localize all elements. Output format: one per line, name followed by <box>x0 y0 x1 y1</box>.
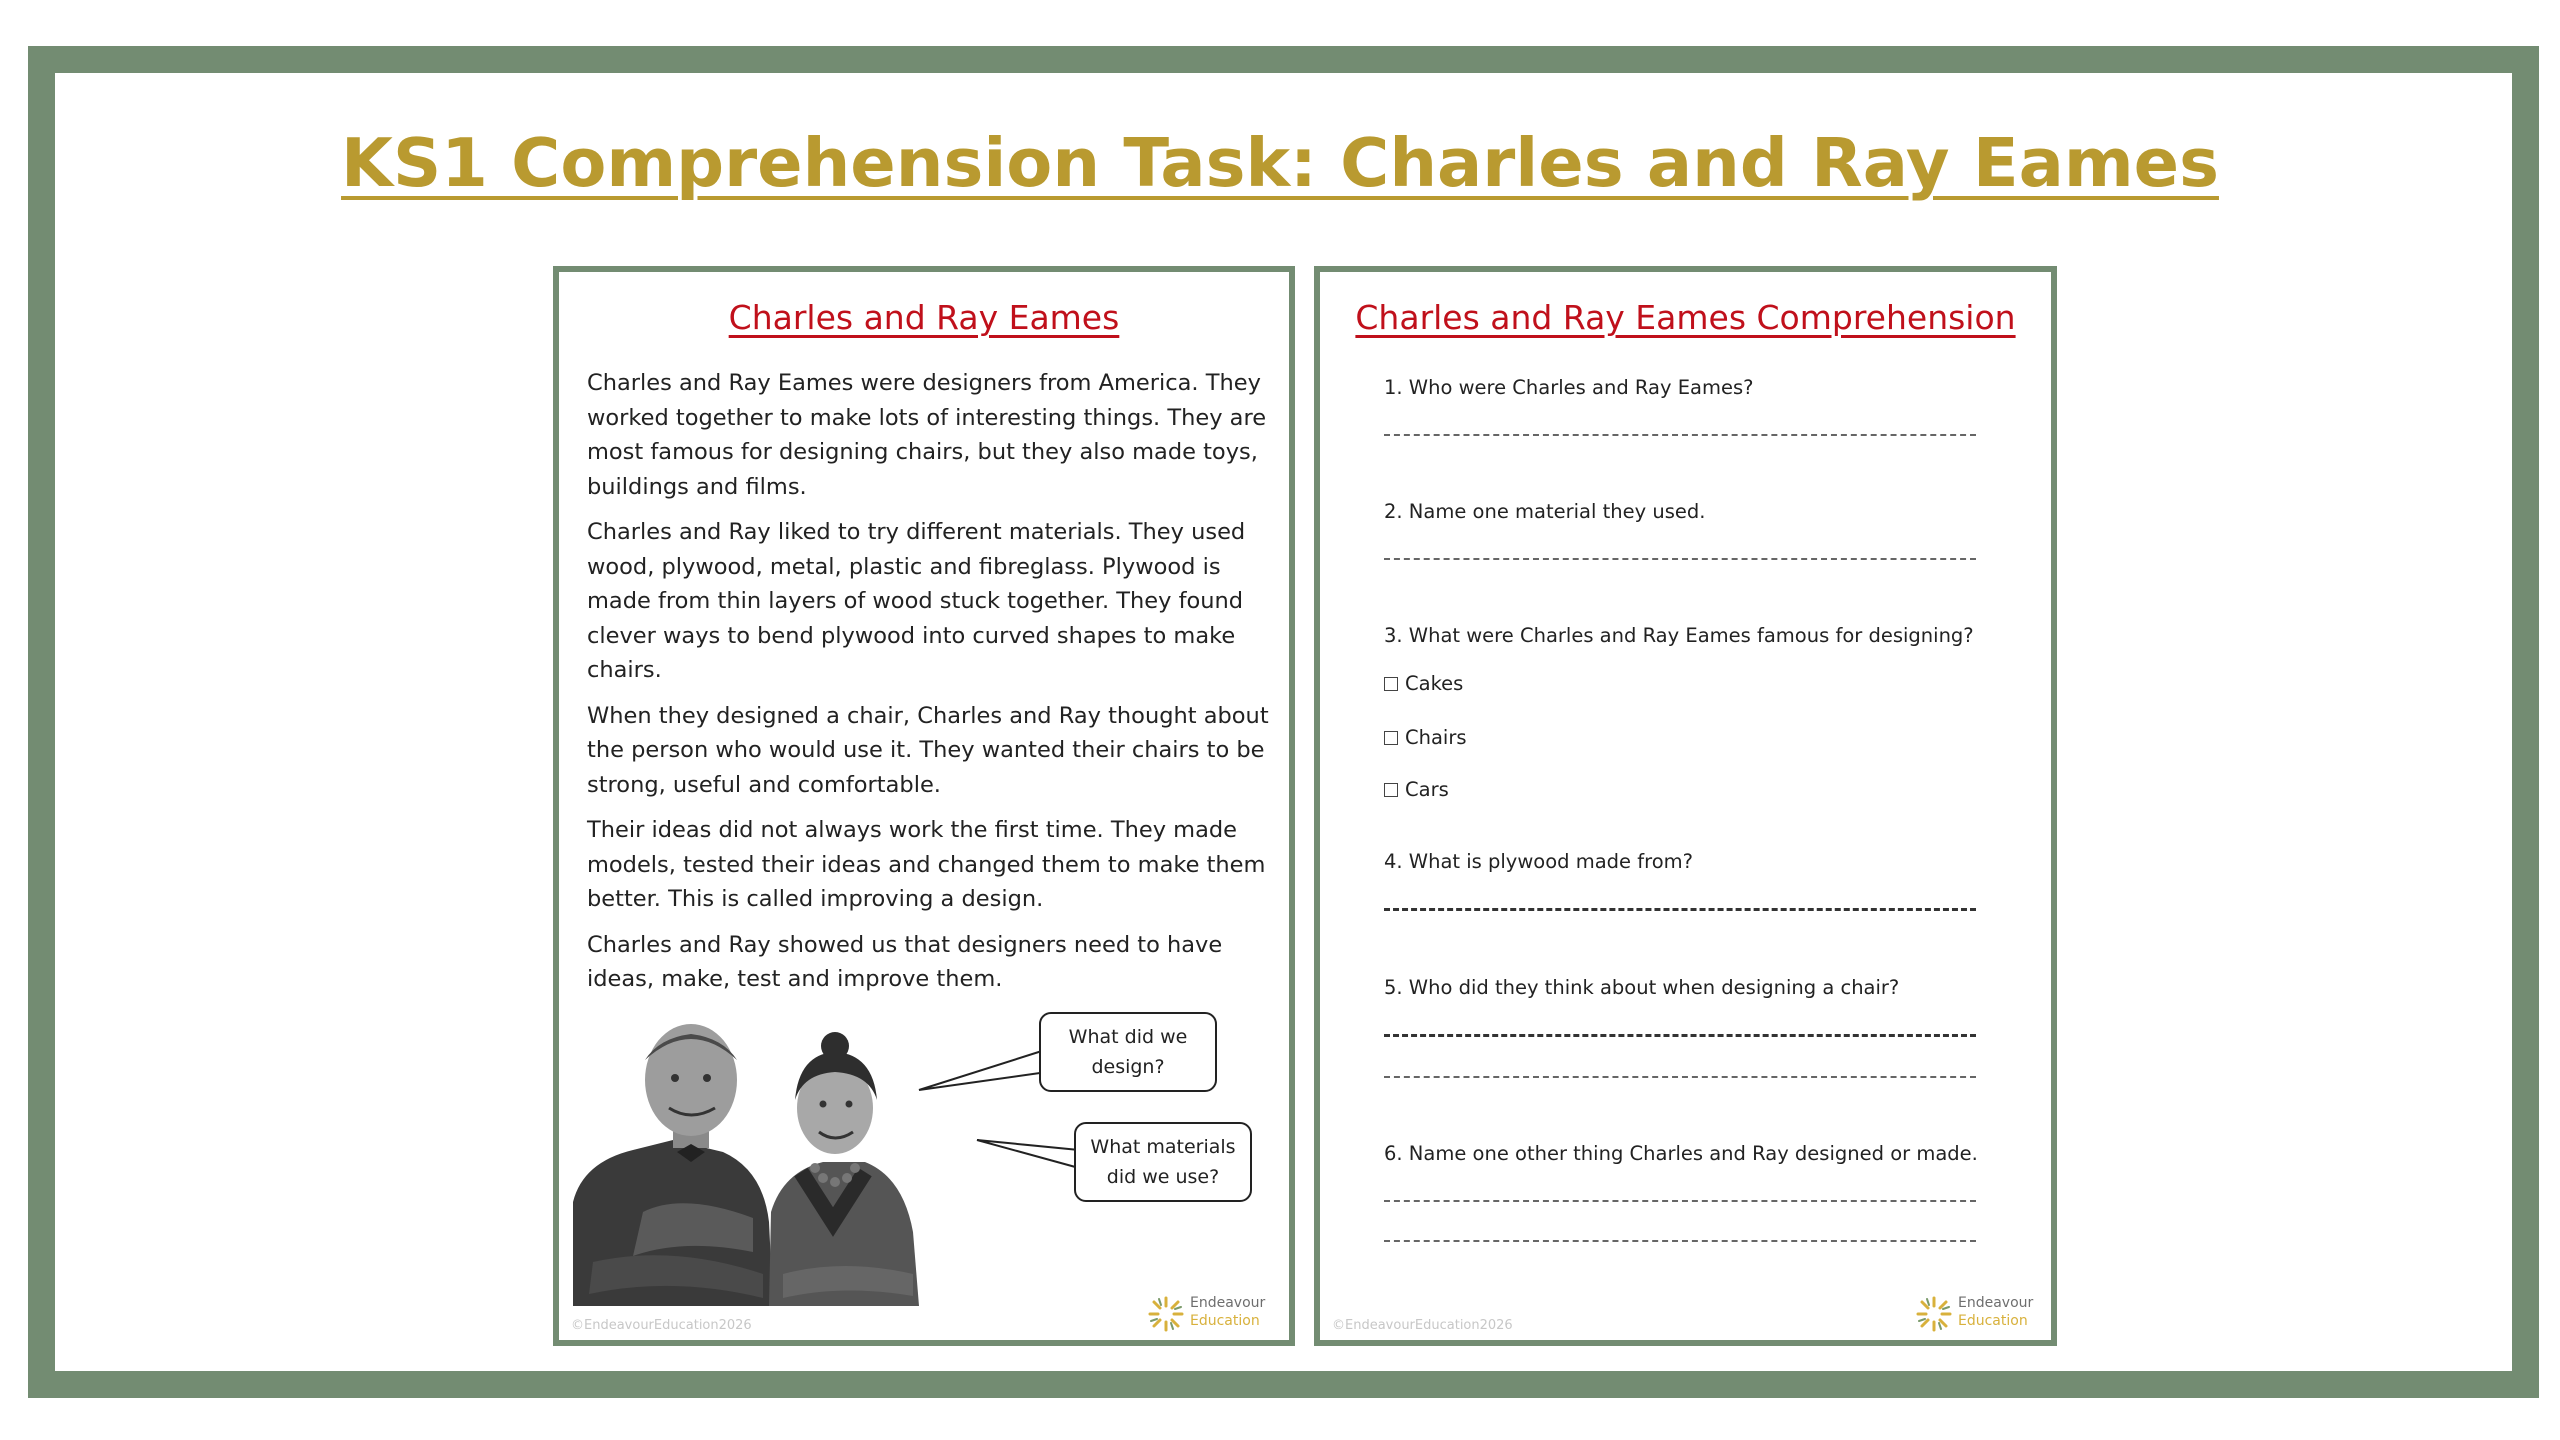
answer-line[interactable] <box>1384 1076 1976 1078</box>
reading-page <box>553 266 1295 1346</box>
logo-text-line1: Endeavour <box>1958 1295 2034 1311</box>
question-3: 3. What were Charles and Ray Eames famous for designing? <box>1384 624 1974 647</box>
reading-passage <box>587 366 1277 1008</box>
checkbox-icon[interactable] <box>1384 783 1398 797</box>
portrait-photo <box>573 1012 977 1306</box>
option-label: Cars <box>1405 778 1449 801</box>
question-5: 5. Who did they think about when designing a chair? <box>1384 976 1900 999</box>
answer-line[interactable] <box>1384 434 1976 436</box>
endeavour-logo <box>1914 1292 2064 1336</box>
copyright-text: ©EndeavourEducation2026 <box>571 1318 752 1333</box>
question-1: 1. Who were Charles and Ray Eames? <box>1384 376 1754 399</box>
logo-text-line1: Endeavour <box>1190 1295 1266 1311</box>
reading-heading: Charles and Ray Eames <box>728 298 1120 337</box>
checkbox-icon[interactable] <box>1384 731 1398 745</box>
slide-title: KS1 Comprehension Task: Charles and Ray Eames <box>341 124 2219 202</box>
question-4: 4. What is plywood made from? <box>1384 850 1693 873</box>
copyright-text: ©EndeavourEducation2026 <box>1332 1318 1513 1333</box>
questions-heading: Charles and Ray Eames Comprehension <box>1355 298 2016 337</box>
option-cakes[interactable] <box>1384 672 1463 695</box>
answer-line[interactable] <box>1384 1240 1976 1242</box>
option-chairs[interactable] <box>1384 726 1467 749</box>
speech-bubble-design: What did we design? <box>1039 1012 1217 1092</box>
checkbox-icon[interactable] <box>1384 677 1398 691</box>
question-2: 2. Name one material they used. <box>1384 500 1706 523</box>
passage-paragraph: Their ideas did not always work the first time. They made models, tested their ideas and changed them to make them better. This is called improving a design. <box>587 817 1266 912</box>
sunburst-icon <box>1914 1294 1954 1334</box>
passage-paragraph: When they designed a chair, Charles and Ray thought about the person who would use it. They wanted their chairs to be strong, useful and comfortable. <box>587 702 1269 798</box>
answer-line[interactable] <box>1384 558 1976 560</box>
option-label: Cakes <box>1405 672 1464 695</box>
option-label: Chairs <box>1405 726 1467 749</box>
answer-line[interactable] <box>1384 1200 1976 1202</box>
answer-line[interactable] <box>1384 1034 1976 1037</box>
logo-text-line2: Education <box>1958 1313 2028 1329</box>
passage-paragraph: Charles and Ray Eames were designers from America. They worked together to make lots of interesting things. They are most famous for designing chairs, but they also made toys, buildings and films. <box>587 370 1267 500</box>
questions-page <box>1314 266 2057 1346</box>
answer-line[interactable] <box>1384 908 1976 911</box>
endeavour-logo <box>1146 1292 1296 1336</box>
sunburst-icon <box>1146 1294 1186 1334</box>
logo-text-line2: Education <box>1190 1313 1260 1329</box>
passage-paragraph: Charles and Ray showed us that designers need to have ideas, make, test and improve them. <box>587 931 1223 992</box>
option-cars[interactable] <box>1384 778 1449 801</box>
question-6: 6. Name one other thing Charles and Ray designed or made. <box>1384 1142 1978 1165</box>
passage-paragraph: Charles and Ray liked to try different materials. They used wood, plywood, metal, plastic and fibreglass. Plywood is made from thin layers of wood stuck together. They found clever ways to bend plywood into curved shapes to make chairs. <box>587 519 1246 683</box>
speech-bubble-materials: What materials did we use? <box>1074 1122 1252 1202</box>
